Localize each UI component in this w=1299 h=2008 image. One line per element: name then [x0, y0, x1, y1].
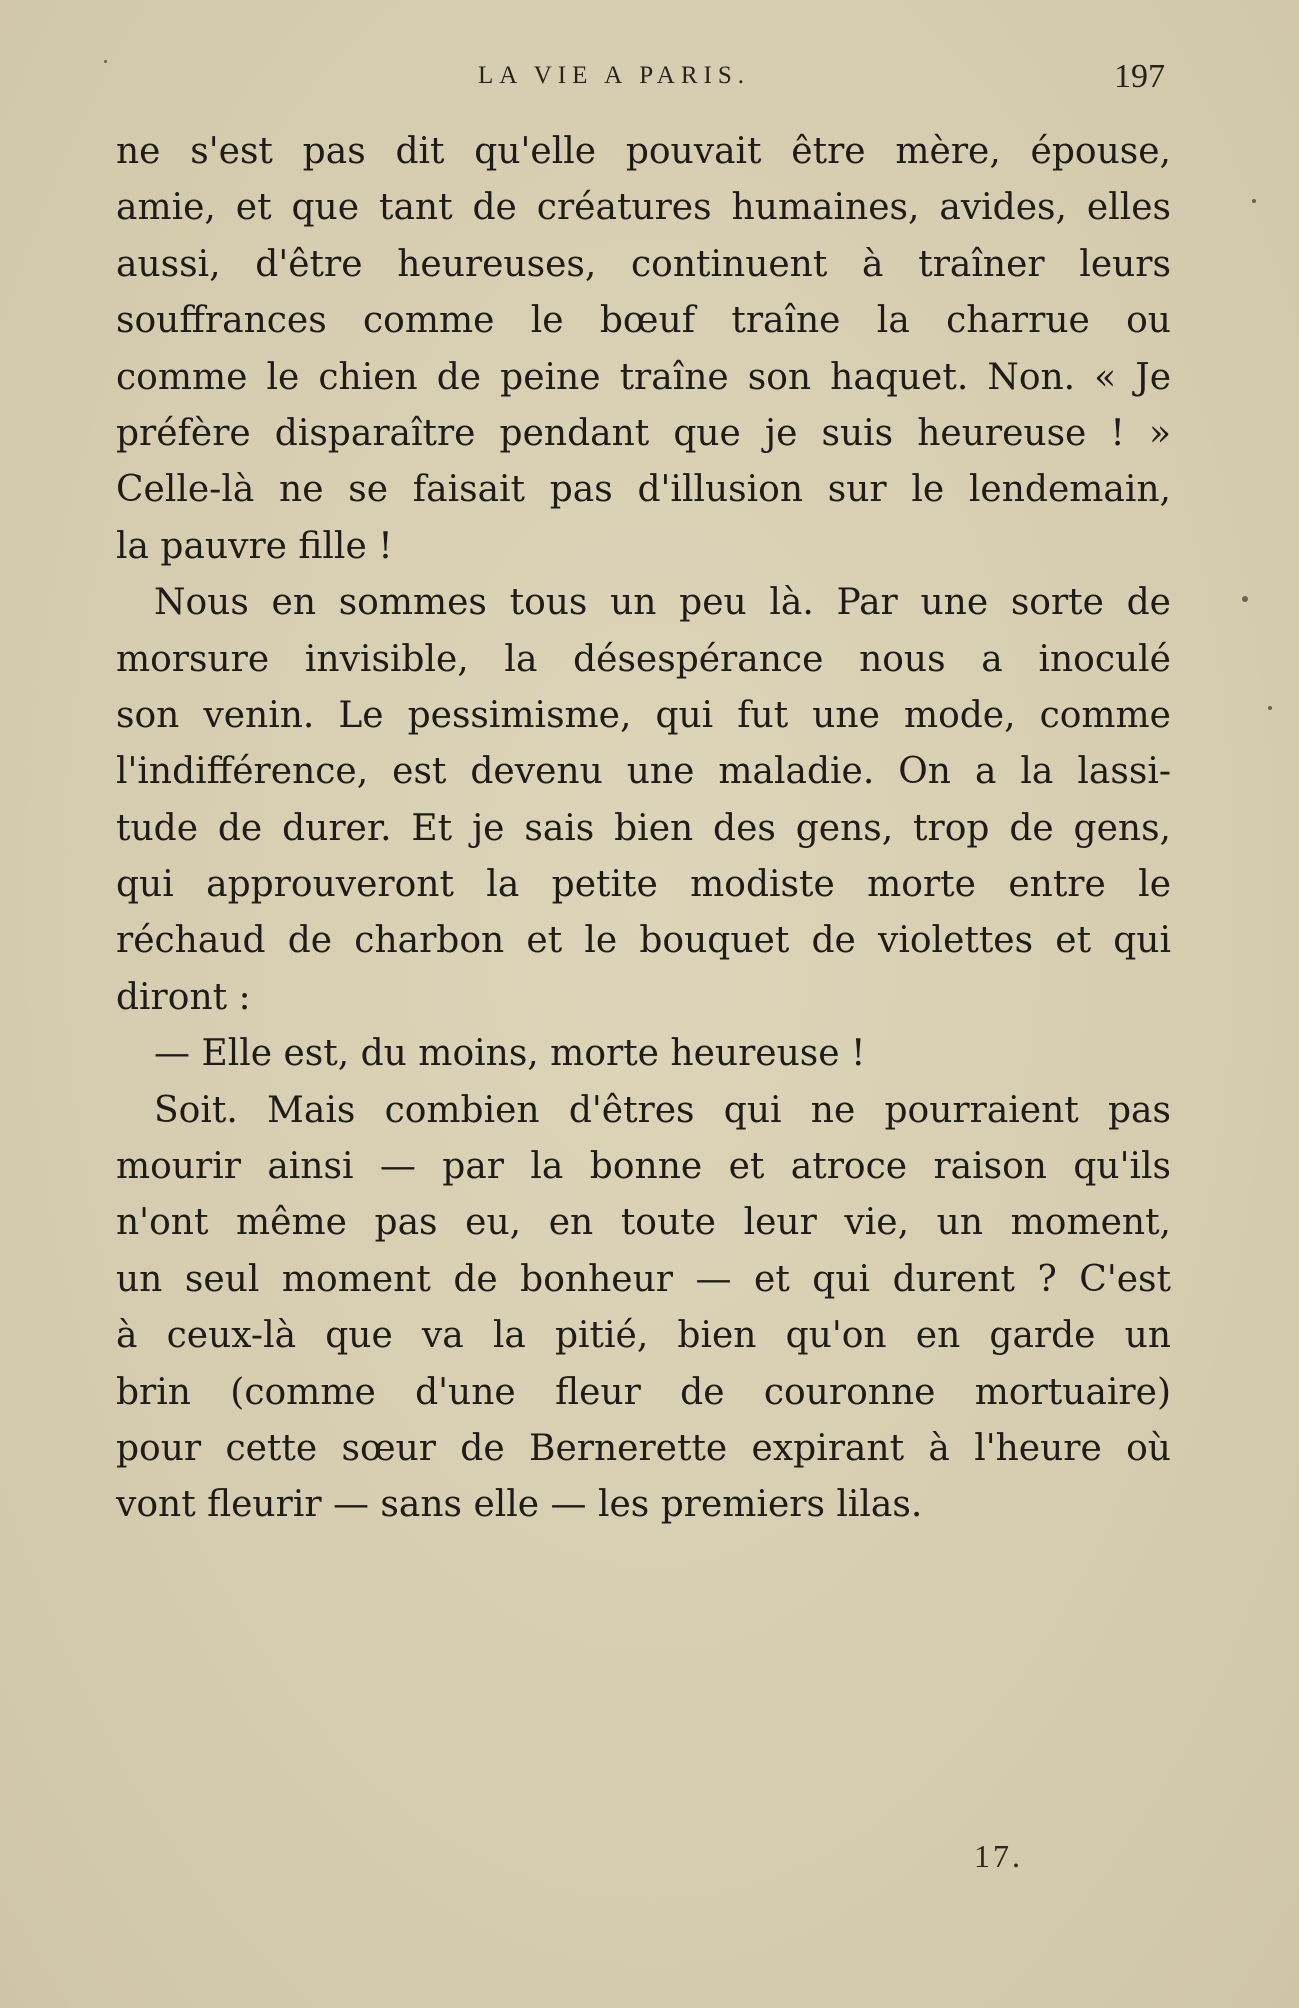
text-line: Soit. Mais combien d'êtres qui ne pourraient pas: [154, 1089, 1171, 1131]
text-line: Nous en sommes tous un peu là. Par une sorte de: [154, 582, 1171, 624]
text-line: mourir ainsi — par la bonne et atroce raison qu'ils: [116, 1146, 1171, 1188]
text-line: vont fleurir — sans elle — les premiers lilas.: [116, 1484, 923, 1526]
text-line: morsure invisible, la désespérance nous a inoculé: [116, 638, 1171, 680]
text-line: préfère disparaître pendant que je suis heureuse ! »: [116, 412, 1171, 454]
text-line: souffrances comme le bœuf traîne la charrue ou: [116, 300, 1171, 342]
margin-speck: [1242, 596, 1248, 602]
text-line: un seul moment de bonheur — et qui durent ? C'est: [116, 1258, 1171, 1300]
text-line: ne s'est pas dit qu'elle pouvait être mère, épouse,: [116, 131, 1171, 172]
text-line: à ceux-là que va la pitié, bien qu'on en garde un: [116, 1315, 1171, 1357]
margin-speck: [1268, 706, 1272, 710]
signature-mark: 17.: [974, 1838, 1023, 1874]
text-line: aussi, d'être heureuses, continuent à traîner leurs: [116, 243, 1171, 285]
text-line: n'ont même pas eu, en toute leur vie, un moment,: [116, 1202, 1171, 1244]
text-line: comme le chien de peine traîne son haquet. Non. « Je: [116, 356, 1171, 398]
text-line: amie, et que tant de créatures humaines, avides, elles: [116, 187, 1171, 229]
text-line: — Elle est, du moins, morte heureuse !: [154, 1033, 866, 1075]
body-text: [116, 124, 1171, 1534]
margin-speck: [104, 60, 107, 63]
text-line: tude de durer. Et je sais bien des gens, trop de gens,: [116, 807, 1171, 849]
text-line: pour cette sœur de Bernerette expirant à l'heure où: [116, 1427, 1171, 1469]
running-head: [0, 58, 1299, 98]
text-line: qui approuveront la petite modiste morte entre le: [116, 864, 1171, 906]
text-line: l'indifférence, est devenu une maladie. On a la lassi-: [116, 751, 1171, 793]
text-line: brin (comme d'une fleur de couronne mortuaire): [116, 1371, 1171, 1413]
running-title: LA VIE A PARIS.: [478, 62, 751, 89]
text-line: diront :: [116, 976, 251, 1018]
page-number: 197: [1114, 58, 1165, 95]
text-line: Celle-là ne se faisait pas d'illusion sur le lendemain,: [116, 469, 1171, 511]
text-line: réchaud de charbon et le bouquet de violettes et qui: [116, 920, 1171, 962]
margin-speck: [1252, 199, 1256, 203]
text-line: la pauvre fille !: [116, 525, 393, 567]
text-line: son venin. Le pessimisme, qui fut une mode, comme: [116, 694, 1171, 736]
